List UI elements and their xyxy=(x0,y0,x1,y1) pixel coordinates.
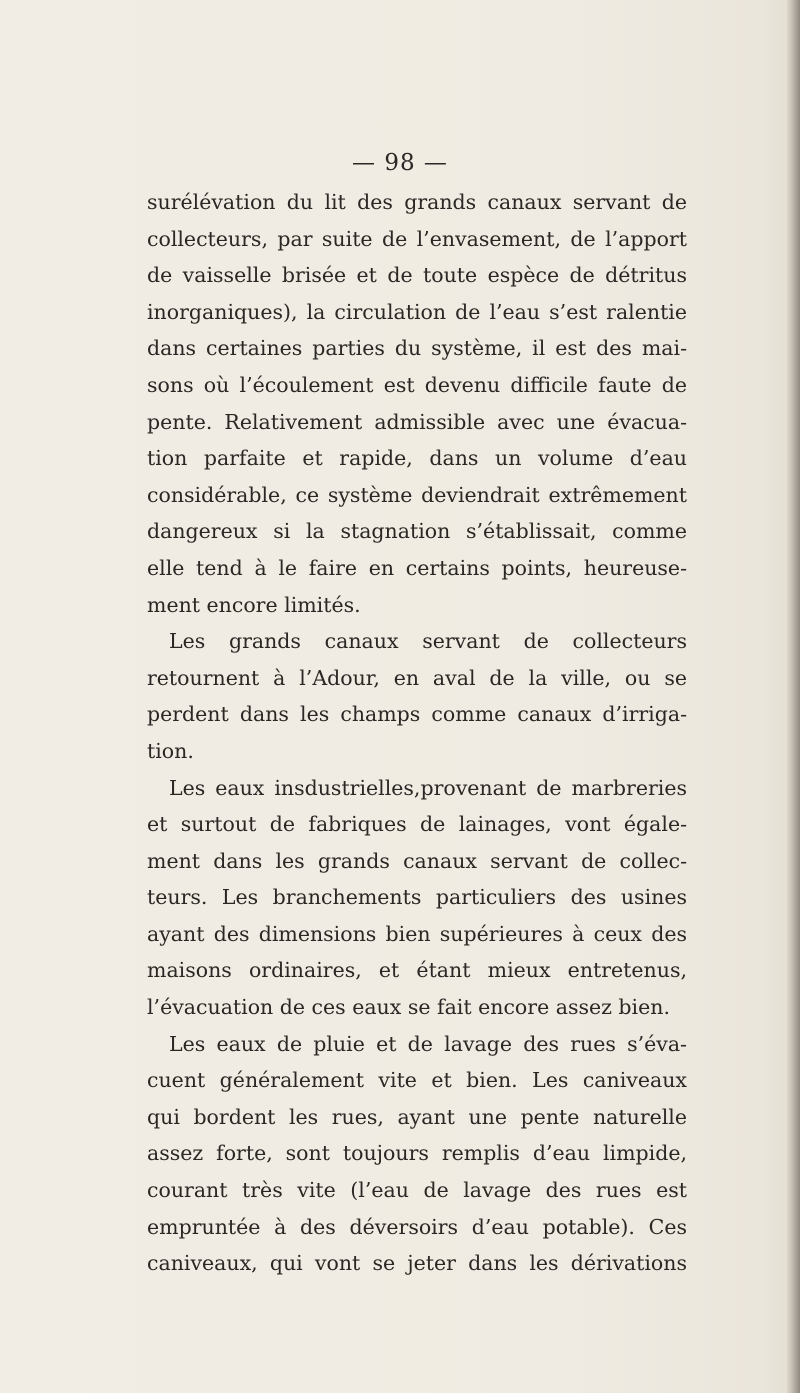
text-line: inorganiques), la circulation de l’eau s’est ralentie xyxy=(147,299,687,324)
text-line: ayant des dimensions bien supérieures à ceux des xyxy=(147,921,687,946)
text-line: qui bordent les rues, ayant une pente naturelle xyxy=(147,1104,687,1129)
text-line: empruntée à des déversoirs d’eau potable). Ces xyxy=(147,1214,687,1239)
paragraph-start-line: Les eaux insdustrielles,provenant de marbreries xyxy=(169,775,687,800)
page-edge-shadow xyxy=(786,0,800,1393)
text-line: surélévation du lit des grands canaux servant de xyxy=(147,190,687,214)
text-line: de vaisselle brisée et de toute espèce de détritus xyxy=(147,263,687,288)
text-line: tion parfaite et rapide, dans un volume d’eau xyxy=(147,446,687,471)
text-line: considérable, ce système deviendrait extrêmement xyxy=(147,482,687,507)
text-line: courant très vite (l’eau de lavage des rues est xyxy=(147,1178,687,1203)
text-line: et surtout de fabriques de lainages, vont égale- xyxy=(147,812,687,837)
text-line: assez forte, sont toujours remplis d’eau limpide, xyxy=(147,1141,687,1166)
text-line: sons où l’écoulement est devenu difficile faute de xyxy=(147,372,687,397)
text-line: ment dans les grands canaux servant de collec- xyxy=(147,848,687,873)
paragraph-start-line: Les grands canaux servant de collecteurs xyxy=(169,629,687,654)
text-line: maisons ordinaires, et étant mieux entretenus, xyxy=(147,958,687,983)
text-line: perdent dans les champs comme canaux d’irriga- xyxy=(147,702,687,727)
text-line: collecteurs, par suite de l’envasement, de l’apport xyxy=(147,226,687,251)
paragraph-end-line: tion. xyxy=(147,738,194,763)
text-line: dangereux si la stagnation s’établissait, comme xyxy=(147,519,687,544)
text-line: retournent à l’Adour, en aval de la ville, ou se xyxy=(147,665,687,690)
page-number: — 98 — xyxy=(352,150,448,176)
text-line: caniveaux, qui vont se jeter dans les dérivations xyxy=(147,1251,687,1276)
body-text xyxy=(147,184,687,1282)
text-line: pente. Relativement admissible avec une évacua- xyxy=(147,409,687,434)
paragraph-start-line: Les eaux de pluie et de lavage des rues s’éva- xyxy=(169,1031,687,1056)
paragraph-end-line: ment encore limités. xyxy=(147,592,361,617)
text-line: cuent généralement vite et bien. Les caniveaux xyxy=(147,1068,687,1093)
text-line: elle tend à le faire en certains points, heureuse- xyxy=(147,555,687,580)
paragraph-end-line: l’évacuation de ces eaux se fait encore assez bien. xyxy=(147,995,670,1020)
text-line: teurs. Les branchements particuliers des usines xyxy=(147,885,687,910)
text-line: dans certaines parties du système, il est des mai- xyxy=(147,336,687,361)
